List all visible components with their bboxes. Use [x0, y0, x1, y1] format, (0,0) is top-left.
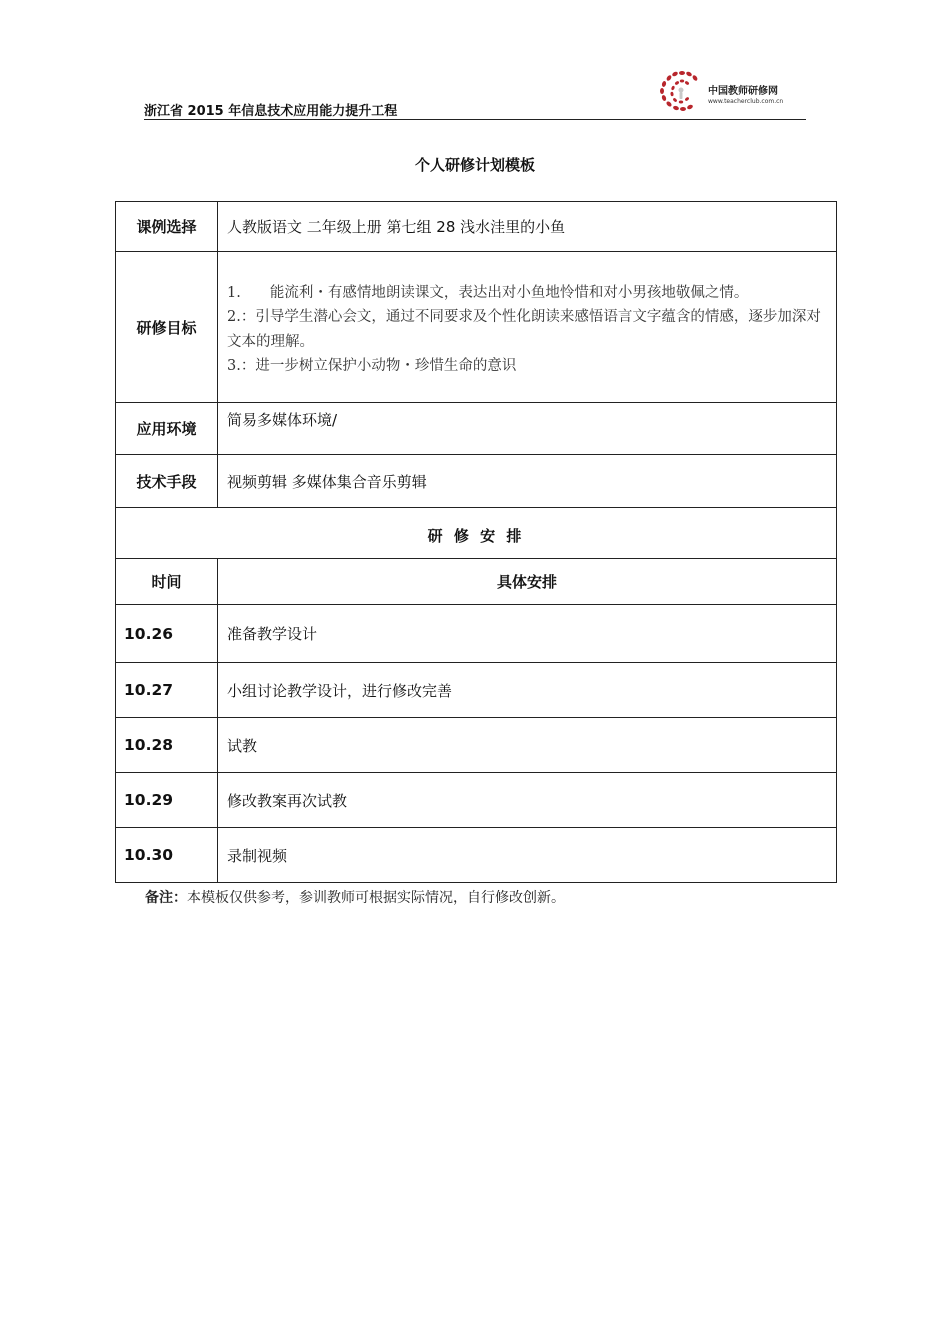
footnote-text: 本模板仅供参考，参训教师可根据实际情况，自行修改创新。 [187, 890, 565, 906]
env-label: 应用环境 [116, 403, 218, 455]
goals-label: 研修目标 [116, 252, 218, 403]
course-row [116, 202, 837, 252]
footnote [145, 887, 565, 907]
course-value: 人教版语文 二年级上册 第七组 28 浅水洼里的小鱼 [218, 202, 837, 252]
schedule-detail: 小组讨论教学设计，进行修改完善 [218, 663, 837, 718]
goal-item: 1. 能流利・有感情地朗读课文，表达出对小鱼地怜惜和对小男孩地敬佩之情。 [227, 284, 749, 301]
table-row [116, 773, 837, 828]
schedule-time: 10.28 [116, 718, 218, 773]
footnote-label: 备注： [145, 890, 187, 906]
page-title: 个人研修计划模板 [414, 156, 535, 174]
header-divider [144, 119, 806, 120]
schedule-section-title: 研 修 安 排 [116, 508, 837, 559]
teacherclub-logo-icon [656, 68, 708, 114]
schedule-header-row [116, 559, 837, 605]
env-value: 简易多媒体环境/ [218, 403, 837, 455]
section-row [116, 508, 837, 559]
goals-row [116, 252, 837, 403]
plan-table [115, 201, 837, 883]
table-row [116, 828, 837, 883]
course-label: 课例选择 [116, 202, 218, 252]
schedule-detail: 准备教学设计 [218, 605, 837, 663]
schedule-time: 10.26 [116, 605, 218, 663]
tech-row [116, 455, 837, 508]
logo-name: 中国教师研修网 [708, 86, 778, 97]
schedule-time: 10.29 [116, 773, 218, 828]
logo-url: www.teacherclub.com.cn [708, 98, 784, 105]
schedule-detail: 录制视频 [218, 828, 837, 883]
table-row [116, 605, 837, 663]
schedule-time: 10.30 [116, 828, 218, 883]
schedule-detail: 修改教案再次试教 [218, 773, 837, 828]
tech-label: 技术手段 [116, 455, 218, 508]
tech-value: 视频剪辑 多媒体集合音乐剪辑 [218, 455, 837, 508]
goal-item: 3.：进一步树立保护小动物・珍惜生命的意识 [227, 358, 517, 374]
table-row [116, 663, 837, 718]
schedule-time: 10.27 [116, 663, 218, 718]
goals-content [218, 252, 837, 403]
col-detail-header: 具体安排 [218, 559, 837, 605]
schedule-detail: 试教 [218, 718, 837, 773]
env-row [116, 403, 837, 455]
col-time-header: 时间 [116, 559, 218, 605]
teacherclub-logo [656, 68, 806, 114]
goal-item: 2.：引导学生潜心会文，通过不同要求及个性化朗读来感悟语言文字蕴含的情感，逐步加深对文本的理解。 [227, 309, 821, 350]
table-row [116, 718, 837, 773]
header-project-title: 浙江省 2015 年信息技术应用能力提升工程 [144, 104, 398, 119]
